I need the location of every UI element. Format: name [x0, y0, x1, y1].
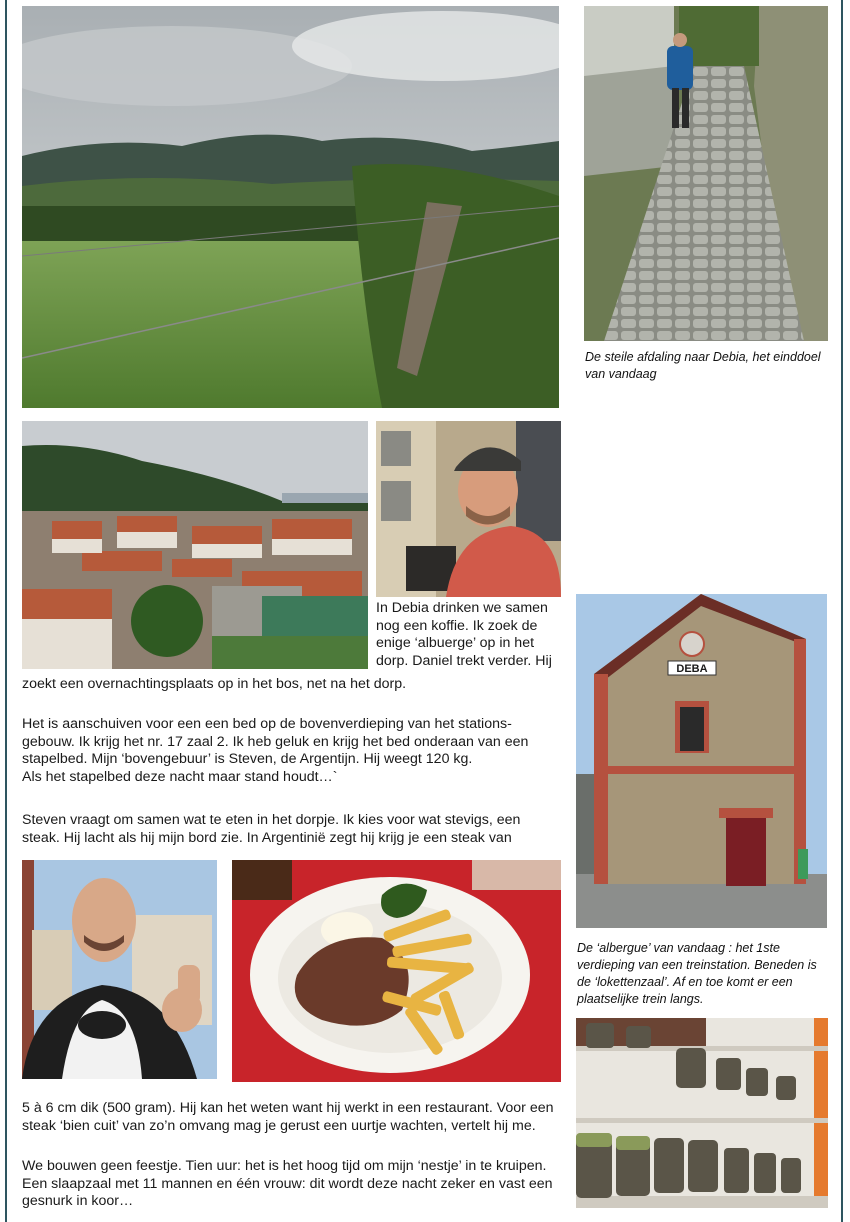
story-paragraph-1-intro: In Debia drinken we samen nog een koffie. Ik zoek de enige ‘albuerge’ op in het dorp. Daniel trekt verder. Hij: [376, 600, 552, 669]
steak-fries-plate-photo: [232, 860, 561, 1082]
story-paragraph-2: Het is aanschuiven voor een een bed op de bovenverdieping van het stations-gebouw. Ik krijg het nr. 17 zaal 2. Ik heb geluk en krijg het bed onderaan van een stapelbed. Mijn ‘bovengebuur’ is Steven, de Argentijn. Hij weegt 120 kg.: [22, 716, 529, 768]
story-paragraph-4: 5 à 6 cm dik (500 gram). Hij kan het weten want hij werkt in een restaurant. Voor een steak ‘bien cuit’ van zo’n omvang mag je gerust een uurtje wachten, vertelt hij me.: [22, 1100, 554, 1134]
hiking-boots-shelf-photo: [576, 1018, 828, 1208]
left-border-rule: [5, 0, 7, 1222]
station-caption: De ‘albergue’ van vandaag : het 1ste verdieping van een treinstation. Beneden is de ‘lokettenzaal’. Af en toe komt er een plaatselijke trein langs.: [577, 941, 817, 1006]
right-border-rule: [841, 0, 843, 1222]
train-station-photo: [576, 594, 827, 928]
story-paragraph-5: We bouwen geen feestje. Tien uur: het is het hoog tijd om mijn ‘nestje’ in te kruipen. Een slaapzaal met 11 mannen en één vrouw: dit wordt deze nacht zeker en vast een gesnurk in koor…: [22, 1158, 553, 1210]
deba-town-photo: [22, 421, 368, 669]
cobblestone-path-photo: [584, 6, 828, 341]
story-paragraph-3: Steven vraagt om samen wat te eten in het dorpje. Ik kies voor wat stevigs, een steak. Hij lacht als hij mijn bord zie. In Argentinië zegt hij krijg je een steak van: [22, 812, 521, 846]
daniel-portrait-photo: [376, 421, 561, 597]
landscape-fence-photo: [22, 6, 559, 408]
cobblestone-caption: De steile afdaling naar Debia, het einddoel van vandaag: [585, 350, 821, 381]
steven-thumbs-up-photo: [22, 860, 217, 1079]
story-paragraph-1-continued: zoekt een overnachtingsplaats op in het bos, net na het dorp.: [22, 676, 407, 692]
story-paragraph-2b: Als het stapelbed deze nacht maar stand houdt…`: [22, 769, 338, 785]
deba-station-sign: DEBA: [676, 663, 708, 675]
